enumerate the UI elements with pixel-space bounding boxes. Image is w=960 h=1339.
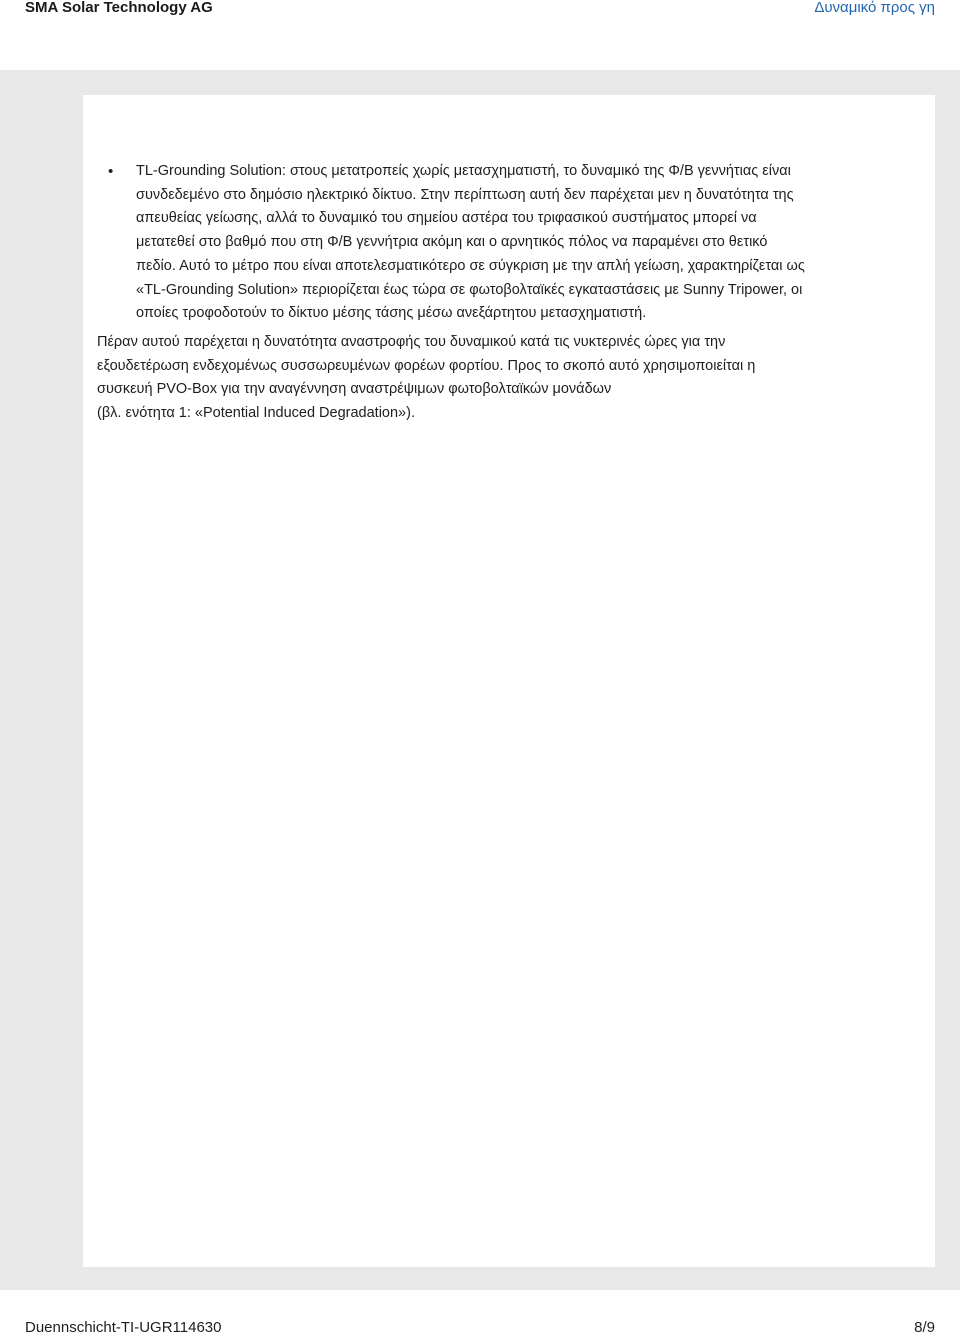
page-number: 8/9 <box>914 1319 935 1336</box>
bullet-marker: • <box>108 163 114 180</box>
bullet-line: συνδεδεμένο στο δημόσιο ηλεκτρικό δίκτυο. Στην περίπτωση αυτή δεν παρέχεται μεν η δυνατότητα της <box>136 186 794 203</box>
bullet-line: «TL-Grounding Solution» περιορίζεται έως τώρα σε φωτοβολταϊκές εγκαταστάσεις με Sunny Tripower, οι <box>136 281 803 298</box>
body-paragraph <box>97 331 755 426</box>
paragraph-line: συσκευή PVO-Box για την αναγέννηση αναστρέψιμων φωτοβολταϊκών μονάδων <box>97 381 612 398</box>
paragraph-line: Πέραν αυτού παρέχεται η δυνατότητα αναστροφής του δυναμικού κατά τις νυκτερινές ώρες για την <box>97 334 726 350</box>
bullet-line: μετατεθεί στο βαθμό που στη Φ/Β γεννήτρια ακόμη και ο αρνητικός πόλος να παραμένει στο θετικό <box>136 234 768 251</box>
company-name: SMA Solar Technology AG <box>25 0 213 16</box>
bullet-line: οποίες τροφοδοτούν το δίκτυο μέσης τάσης μέσω ανεξάρτητου μετασχηματιστή. <box>136 305 647 322</box>
bullet-item <box>136 160 805 326</box>
bullet-line: πεδίο. Αυτό το μέτρο που είναι αποτελεσματικότερο σε σύγκριση με την απλή γείωση, χαρακτηρίζεται ως <box>136 257 805 274</box>
document-id: Duennschicht-TI-UGR114630 <box>25 1319 222 1336</box>
section-title: Δυναμικό προς γη <box>814 0 935 16</box>
bullet-line: απευθείας γείωσης, αλλά το δυναμικό του σημείου αστέρα του τριφασικού συστήματος μπορεί να <box>136 210 757 227</box>
paragraph-line: εξουδετέρωση ενδεχομένως συσσωρευμένων φορέων φορτίου. Προς το σκοπό αυτό χρησιμοποιείται η <box>97 357 756 374</box>
bullet-line: TL-Grounding Solution: στους μετατροπείς χωρίς μετασχηματιστή, το δυναμικό της Φ/Β γεννήτιας είναι <box>136 163 791 179</box>
paragraph-line: (βλ. ενότητα 1: «Potential Induced Degradation»). <box>97 405 415 422</box>
